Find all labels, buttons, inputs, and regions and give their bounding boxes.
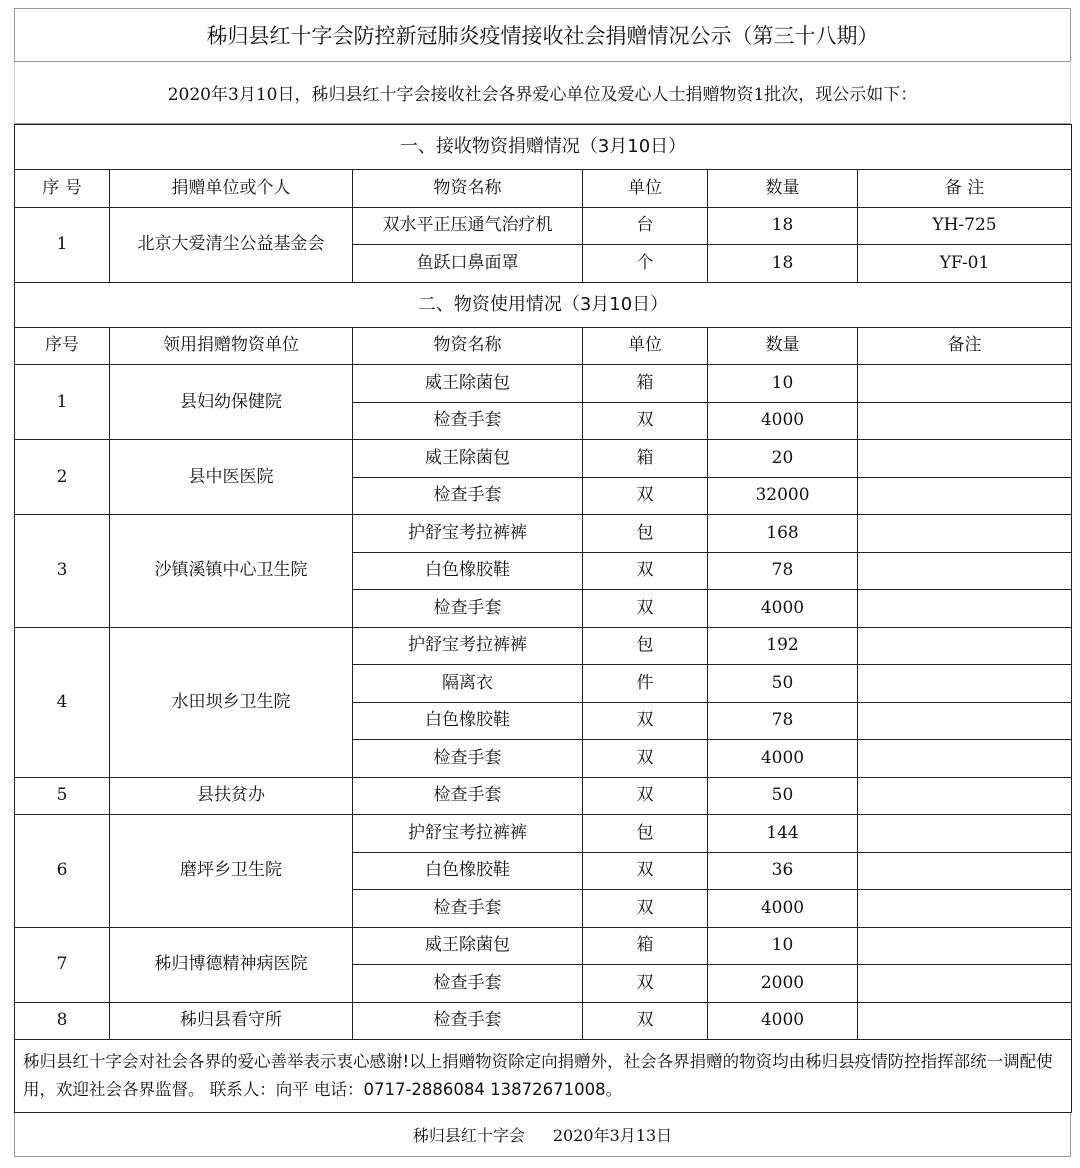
recipient-name: 沙镇溪镇中心卫生院 bbox=[110, 515, 353, 628]
item-name: 威王除菌包 bbox=[353, 927, 583, 965]
page-title bbox=[14, 8, 1071, 62]
item-note bbox=[858, 927, 1072, 965]
footer-note: 秭归县红十字会对社会各界的爱心善举表示衷心感谢!以上捐赠物资除定向捐赠外，社会各界捐赠的物资均由秭归县疫情防控指挥部统一调配使用，欢迎社会各界监督。 联系人：向平 电话：0717-2886084 13872671008。 bbox=[15, 1040, 1072, 1113]
received-header-row bbox=[15, 170, 1072, 208]
row-number: 1 bbox=[15, 207, 110, 282]
item-note bbox=[858, 552, 1072, 590]
item-quantity: 18 bbox=[708, 245, 858, 283]
item-unit: 双 bbox=[583, 477, 708, 515]
intro-line bbox=[14, 62, 1071, 124]
column-header: 单位 bbox=[583, 327, 708, 365]
item-note bbox=[858, 515, 1072, 553]
recipient-name: 县中医医院 bbox=[110, 440, 353, 515]
usage-header-row bbox=[15, 327, 1072, 365]
item-quantity: 2000 bbox=[708, 965, 858, 1003]
item-name: 隔离衣 bbox=[353, 665, 583, 703]
recipient-name: 秭归博德精神病医院 bbox=[110, 927, 353, 1002]
item-name: 护舒宝考拉裤裤 bbox=[353, 627, 583, 665]
item-unit: 箱 bbox=[583, 365, 708, 403]
item-note bbox=[858, 402, 1072, 440]
row-number: 5 bbox=[15, 777, 110, 815]
column-header: 序 号 bbox=[15, 170, 110, 208]
item-name: 白色橡胶鞋 bbox=[353, 552, 583, 590]
item-quantity: 10 bbox=[708, 927, 858, 965]
item-note bbox=[858, 627, 1072, 665]
item-unit: 箱 bbox=[583, 927, 708, 965]
item-note bbox=[858, 1002, 1072, 1040]
table-row bbox=[15, 777, 1072, 815]
column-header: 备 注 bbox=[858, 170, 1072, 208]
item-unit: 双 bbox=[583, 740, 708, 778]
item-unit: 双 bbox=[583, 402, 708, 440]
item-note: YF-01 bbox=[858, 245, 1072, 283]
table-row bbox=[15, 627, 1072, 665]
item-name: 护舒宝考拉裤裤 bbox=[353, 515, 583, 553]
item-quantity: 78 bbox=[708, 702, 858, 740]
row-number: 1 bbox=[15, 365, 110, 440]
column-header: 领用捐赠物资单位 bbox=[110, 327, 353, 365]
donor-name: 北京大爱清尘公益基金会 bbox=[110, 207, 353, 282]
item-name: 双水平正压通气治疗机 bbox=[353, 207, 583, 245]
item-quantity: 4000 bbox=[708, 402, 858, 440]
item-unit: 双 bbox=[583, 702, 708, 740]
table-row bbox=[15, 1002, 1072, 1040]
item-note: YH-725 bbox=[858, 207, 1072, 245]
recipient-name: 县扶贫办 bbox=[110, 777, 353, 815]
item-quantity: 144 bbox=[708, 815, 858, 853]
item-unit: 件 bbox=[583, 665, 708, 703]
recipient-name: 县妇幼保健院 bbox=[110, 365, 353, 440]
item-unit: 包 bbox=[583, 515, 708, 553]
item-quantity: 4000 bbox=[708, 590, 858, 628]
column-header: 数量 bbox=[708, 170, 858, 208]
row-number: 3 bbox=[15, 515, 110, 628]
item-note bbox=[858, 740, 1072, 778]
item-quantity: 32000 bbox=[708, 477, 858, 515]
row-number: 2 bbox=[15, 440, 110, 515]
item-name: 检查手套 bbox=[353, 965, 583, 1003]
item-quantity: 168 bbox=[708, 515, 858, 553]
column-header: 捐赠单位或个人 bbox=[110, 170, 353, 208]
item-note bbox=[858, 365, 1072, 403]
item-unit: 双 bbox=[583, 852, 708, 890]
column-header: 备注 bbox=[858, 327, 1072, 365]
item-unit: 双 bbox=[583, 552, 708, 590]
item-unit: 个 bbox=[583, 245, 708, 283]
item-name: 检查手套 bbox=[353, 777, 583, 815]
row-number: 4 bbox=[15, 627, 110, 777]
item-quantity: 18 bbox=[708, 207, 858, 245]
signature-line bbox=[14, 1113, 1071, 1157]
item-name: 检查手套 bbox=[353, 1002, 583, 1040]
item-name: 白色橡胶鞋 bbox=[353, 852, 583, 890]
item-note bbox=[858, 702, 1072, 740]
table-row bbox=[15, 515, 1072, 553]
item-note bbox=[858, 815, 1072, 853]
table-row bbox=[15, 927, 1072, 965]
item-quantity: 78 bbox=[708, 552, 858, 590]
item-unit: 台 bbox=[583, 207, 708, 245]
item-name: 威王除菌包 bbox=[353, 365, 583, 403]
item-note bbox=[858, 852, 1072, 890]
item-name: 护舒宝考拉裤裤 bbox=[353, 815, 583, 853]
item-quantity: 10 bbox=[708, 365, 858, 403]
item-quantity: 50 bbox=[708, 777, 858, 815]
table-row bbox=[15, 440, 1072, 478]
item-quantity: 4000 bbox=[708, 740, 858, 778]
row-number: 7 bbox=[15, 927, 110, 1002]
recipient-name: 水田坝乡卫生院 bbox=[110, 627, 353, 777]
item-name: 白色橡胶鞋 bbox=[353, 702, 583, 740]
item-name: 威王除菌包 bbox=[353, 440, 583, 478]
item-quantity: 36 bbox=[708, 852, 858, 890]
signature-date: 2020年3月13日 bbox=[552, 1126, 673, 1145]
table-row bbox=[15, 365, 1072, 403]
item-name: 检查手套 bbox=[353, 590, 583, 628]
recipient-name: 磨坪乡卫生院 bbox=[110, 815, 353, 928]
item-quantity: 50 bbox=[708, 665, 858, 703]
title-text: 秭归县红十字会防控新冠肺炎疫情接收社会捐赠情况公示（第三十八期） bbox=[206, 24, 879, 48]
item-quantity: 192 bbox=[708, 627, 858, 665]
item-unit: 双 bbox=[583, 890, 708, 928]
recipient-name: 秭归县看守所 bbox=[110, 1002, 353, 1040]
item-unit: 包 bbox=[583, 815, 708, 853]
column-header: 单位 bbox=[583, 170, 708, 208]
footer-row bbox=[15, 1040, 1072, 1113]
announcement-sheet bbox=[14, 8, 1071, 1157]
column-header: 物资名称 bbox=[353, 327, 583, 365]
item-quantity: 4000 bbox=[708, 890, 858, 928]
item-unit: 双 bbox=[583, 590, 708, 628]
column-header: 物资名称 bbox=[353, 170, 583, 208]
item-note bbox=[858, 440, 1072, 478]
item-name: 鱼跃口鼻面罩 bbox=[353, 245, 583, 283]
item-note bbox=[858, 965, 1072, 1003]
item-name: 检查手套 bbox=[353, 477, 583, 515]
signature-org: 秭归县红十字会 bbox=[412, 1126, 525, 1145]
section-heading: 一、接收物资捐赠情况（3月10日） bbox=[15, 125, 1072, 170]
item-name: 检查手套 bbox=[353, 890, 583, 928]
item-quantity: 20 bbox=[708, 440, 858, 478]
item-quantity: 4000 bbox=[708, 1002, 858, 1040]
item-note bbox=[858, 890, 1072, 928]
column-header: 序号 bbox=[15, 327, 110, 365]
row-number: 6 bbox=[15, 815, 110, 928]
donation-table bbox=[14, 124, 1072, 1113]
section-heading: 二、物资使用情况（3月10日） bbox=[15, 282, 1072, 327]
row-number: 8 bbox=[15, 1002, 110, 1040]
item-unit: 双 bbox=[583, 777, 708, 815]
item-note bbox=[858, 590, 1072, 628]
table-row bbox=[15, 207, 1072, 245]
table-row bbox=[15, 815, 1072, 853]
item-unit: 双 bbox=[583, 965, 708, 1003]
intro-text: 2020年3月10日，秭归县红十字会接收社会各界爱心单位及爱心人士捐赠物资1批次，现公示如下： bbox=[167, 85, 918, 105]
item-note bbox=[858, 477, 1072, 515]
item-name: 检查手套 bbox=[353, 740, 583, 778]
usage-heading-row bbox=[15, 282, 1072, 327]
item-name: 检查手套 bbox=[353, 402, 583, 440]
item-note bbox=[858, 665, 1072, 703]
column-header: 数量 bbox=[708, 327, 858, 365]
item-unit: 双 bbox=[583, 1002, 708, 1040]
received-heading-row bbox=[15, 125, 1072, 170]
item-unit: 箱 bbox=[583, 440, 708, 478]
item-unit: 包 bbox=[583, 627, 708, 665]
item-note bbox=[858, 777, 1072, 815]
